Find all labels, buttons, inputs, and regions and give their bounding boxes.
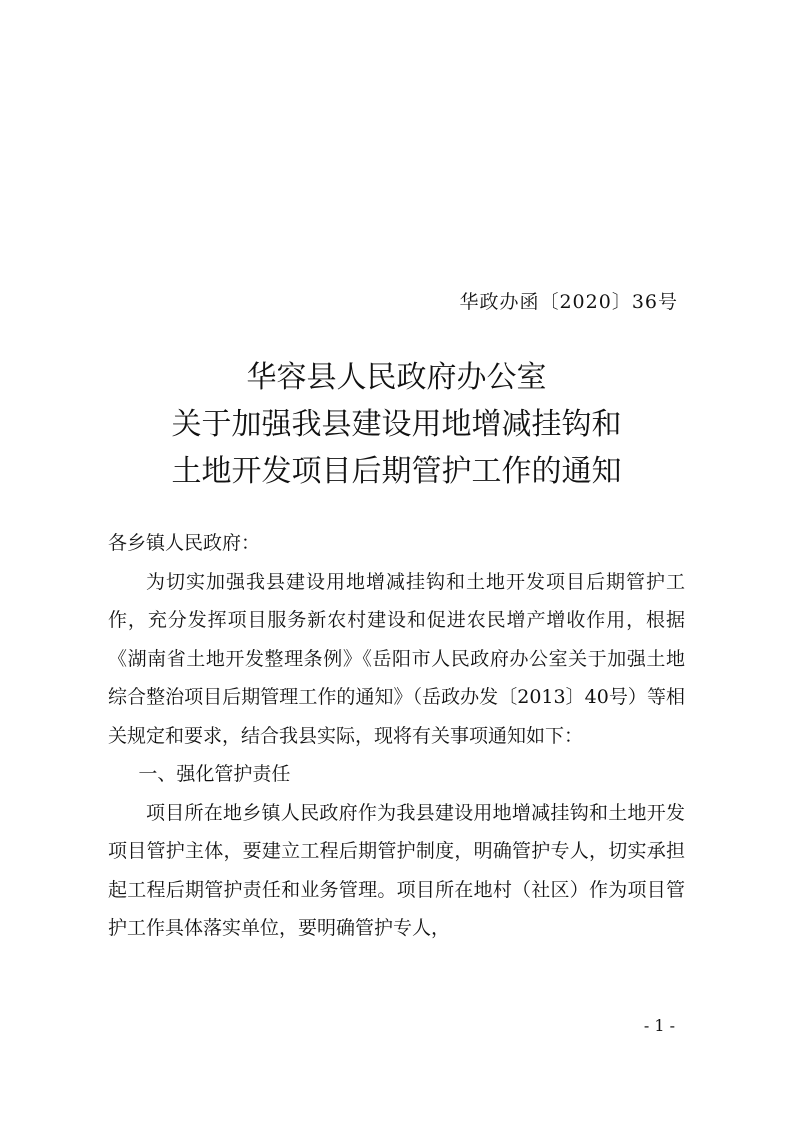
document-number: 华政办函〔2020〕36号 xyxy=(459,291,678,313)
title-line-2: 关于加强我县建设用地增减挂钩和 xyxy=(171,407,622,442)
section-1-paragraph: 项目所在地乡镇人民政府作为我县建设用地增减挂钩和土地开发项目管护主体，要建立工程后期管护制度，明确管护专人，切实承担起工程后期管护责任和业务管理。项目所在地村（社区）作为项目管护工作具体落实单位，要明确管护专人， xyxy=(108,801,685,939)
title-line-3: 土地开发项目后期管护工作的通知 xyxy=(171,454,622,489)
title-line-1: 华容县人民政府办公室 xyxy=(246,360,547,395)
section-heading-1: 一、强化管护责任 xyxy=(138,763,291,785)
page-number: - 1 - xyxy=(643,1016,675,1035)
intro-paragraph: 为切实加强我县建设用地增减挂钩和土地开发项目后期管护工作，充分发挥项目服务新农村建设和促进农民增产增收作用，根据《湖南省土地开发整理条例》《岳阳市人民政府办公室关于加强土地综合整治项目后期管理工作的通知》（岳政办发〔2013〕40号）等相关规定和要求，结合我县实际，现将有关事项通知如下： xyxy=(108,570,685,747)
document-title xyxy=(0,354,793,495)
salutation: 各乡镇人民政府： xyxy=(108,532,261,554)
document-body xyxy=(108,524,685,948)
